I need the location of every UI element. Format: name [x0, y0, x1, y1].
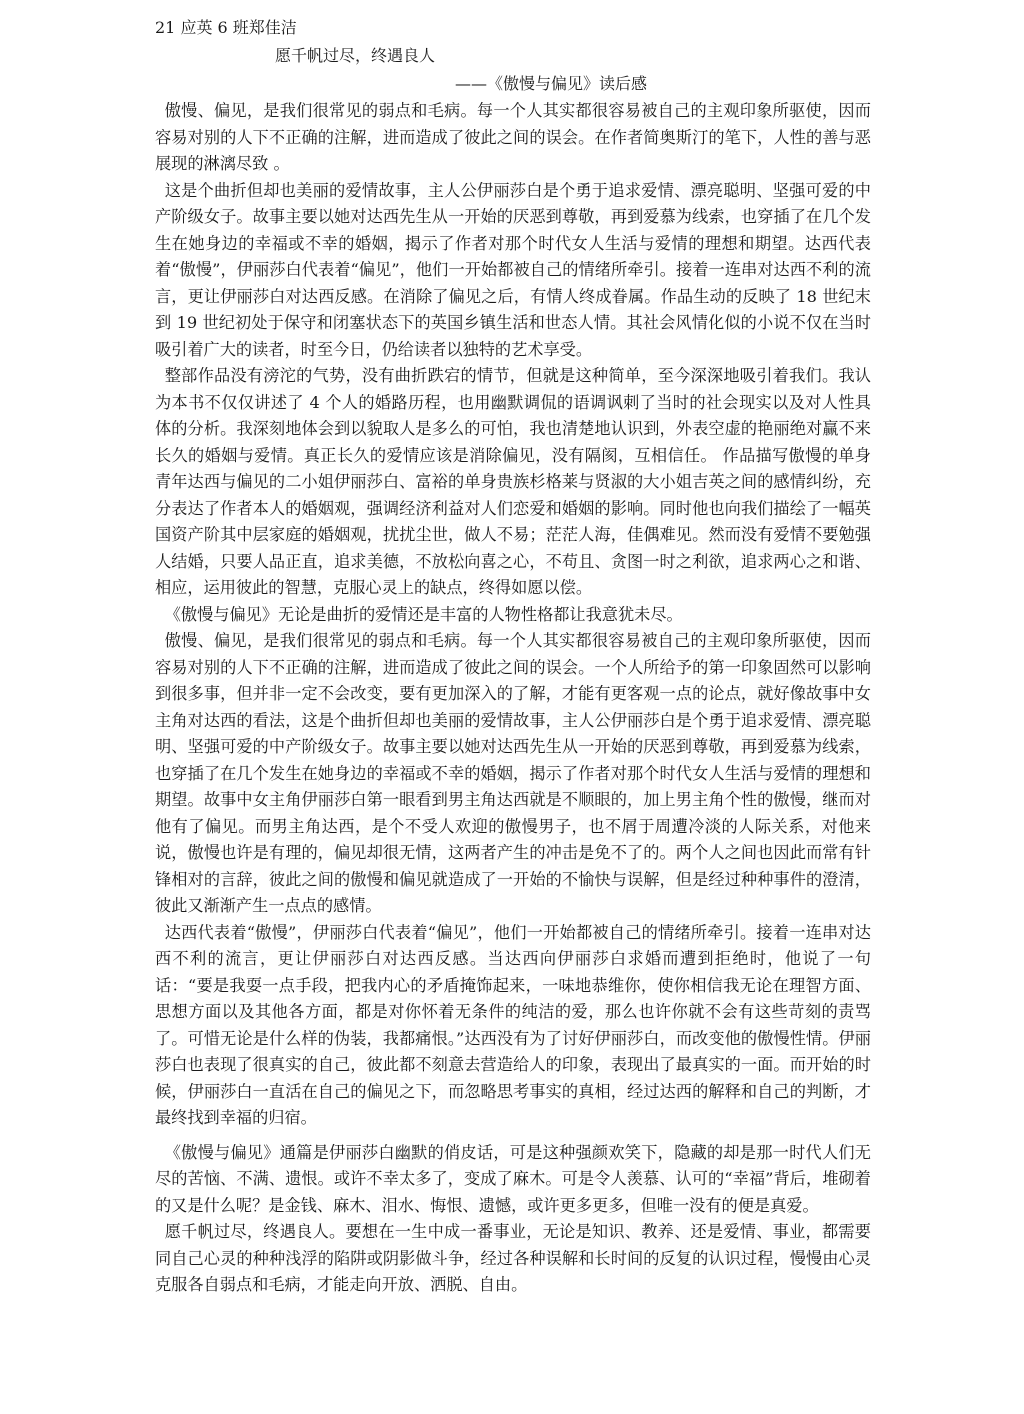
- essay-page: [155, 14, 871, 1299]
- essay-title: 愿千帆过尽，终遇良人: [275, 46, 436, 65]
- paragraph-3: 整部作品没有滂沱的气势，没有曲折跌宕的情节，但就是这种简单，至今深深地吸引着我们。我认为本书不仅仅讲述了 4 个人的婚路历程，也用幽默调侃的语调讽刺了当时的社会现实以及对人性具体的分析。我深刻地体会到以貌取人是多么的可怕，我也清楚地认识到，外表空虚的艳丽绝对赢不来长久的婚姻与爱情。真正长久的爱情应该是消除偏见，没有隔阂，互相信任。 作品描写傲慢的单身青年达西与偏见的二小姐伊丽莎白、富裕的单身贵族杉格莱与贤淑的大小姐吉英之间的感情纠纷，充分表达了作者本人的婚姻观，强调经济利益对人们恋爱和婚姻的影响。同时他也向我们描绘了一幅英国资产阶其中层家庭的婚姻观，扰扰尘世，做人不易；茫茫人海，佳偶难见。然而没有爱情不要勉强人结婚，只要人品正直，追求美德，不放松向喜之心，不苟且、贪图一时之利欲，追求两心之和谐、相应，运用彼此的智慧，克服心灵上的缺点，终得如愿以偿。: [155, 366, 871, 597]
- paragraph-7: 《傲慢与偏见》通篇是伊丽莎白幽默的俏皮话，可是这种强颜欢笑下，隐藏的却是那一时代人们无尽的苦恼、不满、遗恨。或许不幸太多了，变成了麻木。可是令人羡慕、认可的“幸福”背后，堆砌着的又是什么呢？是金钱、麻木、泪水、悔恨、遗憾，或许更多更多，但唯一没有的便是真爱。: [155, 1142, 871, 1215]
- paragraph-4: 《傲慢与偏见》无论是曲折的爱情还是丰富的人物性格都让我意犹未尽。: [164, 604, 683, 624]
- paragraph-6: 达西代表着“傲慢”，伊丽莎白代表着“偏见”，他们一开始都被自己的情绪所牵引。接着一连串对达西不利的流言，更让伊丽莎白对达西反感。当达西向伊丽莎白求婚而遭到拒绝时，他说了一句话：“要是我耍一点手段，把我内心的矛盾掩饰起来，一味地恭维你，使你相信我无论在理智方面、思想方面以及其他各方面，都是对你怀着无条件的纯洁的爱，那么也许你就不会有这些苛刻的责骂了。可惜无论是什么样的伪装，我都痛恨。”达西没有为了讨好伊丽莎白，而改变他的傲慢性情。伊丽莎白也表现了很真实的自己，彼此都不刻意去营造给人的印象，表现出了最真实的一面。而开始的时候，伊丽莎白一直活在自己的偏见之下，而忽略思考事实的真相，经过达西的解释和自己的判断，才最终找到幸福的归宿。: [155, 922, 871, 1127]
- paragraph-5: 傲慢、偏见，是我们很常见的弱点和毛病。每一个人其实都很容易被自己的主观印象所驱使，因而容易对别的人下不正确的注解，进而造成了彼此之间的误会。一个人所给予的第一印象固然可以影响到很多事，但并非一定不会改变，要有更加深入的了解，才能有更客观一点的论点，就好像故事中女主角对达西的看法，这是个曲折但却也美丽的爱情故事，主人公伊丽莎白是个勇于追求爱情、漂亮聪明、坚强可爱的中产阶级女子。故事主要以她对达西先生从一开始的厌恶到尊敬，再到爱慕为线索，也穿插了在几个发生在她身边的幸福或不幸的婚姻，揭示了作者对那个时代女人生活与爱情的理想和期望。故事中女主角伊丽莎白第一眼看到男主角达西就是不顺眼的，加上男主角个性的傲慢，继而对他有了偏见。而男主角达西，是个不受人欢迎的傲慢男子，也不屑于周遭冷淡的人际关系，对他来说，傲慢也许是有理的，偏见却很无情，这两者产生的冲击是免不了的。两个人之间也因此而常有针锋相对的言辞，彼此之间的傲慢和偏见就造成了一开始的不愉快与误解，但是经过种种事件的澄清，彼此又渐渐产生一点点的感情。: [155, 631, 871, 915]
- paragraph-1: 傲慢、偏见，是我们很常见的弱点和毛病。每一个人其实都很容易被自己的主观印象所驱使，因而容易对别的人下不正确的注解，进而造成了彼此之间的误会。在作者简奥斯汀的笔下，人性的善与恶展现的淋漓尽致 。: [155, 101, 871, 173]
- essay-subtitle: ——《傲慢与偏见》读后感: [455, 74, 648, 93]
- paragraph-8: 愿千帆过尽，终遇良人。要想在一生中成一番事业，无论是知识、教养、还是爱情、事业，都需要同自己心灵的种种浅浮的陷阱或阴影做斗争，经过各种误解和长时间的反复的认识过程，慢慢由心灵克服各自弱点和毛病，才能走向开放、洒脱、自由。: [155, 1222, 871, 1294]
- author-line: 21 应英 6 班郑佳洁: [155, 18, 297, 37]
- paragraph-2: 这是个曲折但却也美丽的爱情故事，主人公伊丽莎白是个勇于追求爱情、漂亮聪明、坚强可爱的中产阶级女子。故事主要以她对达西先生从一开始的厌恶到尊敬，再到爱慕为线索，也穿插了在几个发生在她身边的幸福或不幸的婚姻，揭示了作者对那个时代女人生活与爱情的理想和期望。达西代表着“傲慢”，伊丽莎白代表着“偏见”，他们一开始都被自己的情绪所牵引。接着一连串对达西不利的流言，更让伊丽莎白对达西反感。在消除了偏见之后，有情人终成眷属。作品生动的反映了 18 世纪末到 19 世纪初处于保守和闭塞状态下的英国乡镇生活和世态人情。其社会风情化似的小说不仅在当时吸引着广大的读者，时至今日，仍给读者以独特的艺术享受。: [155, 180, 871, 359]
